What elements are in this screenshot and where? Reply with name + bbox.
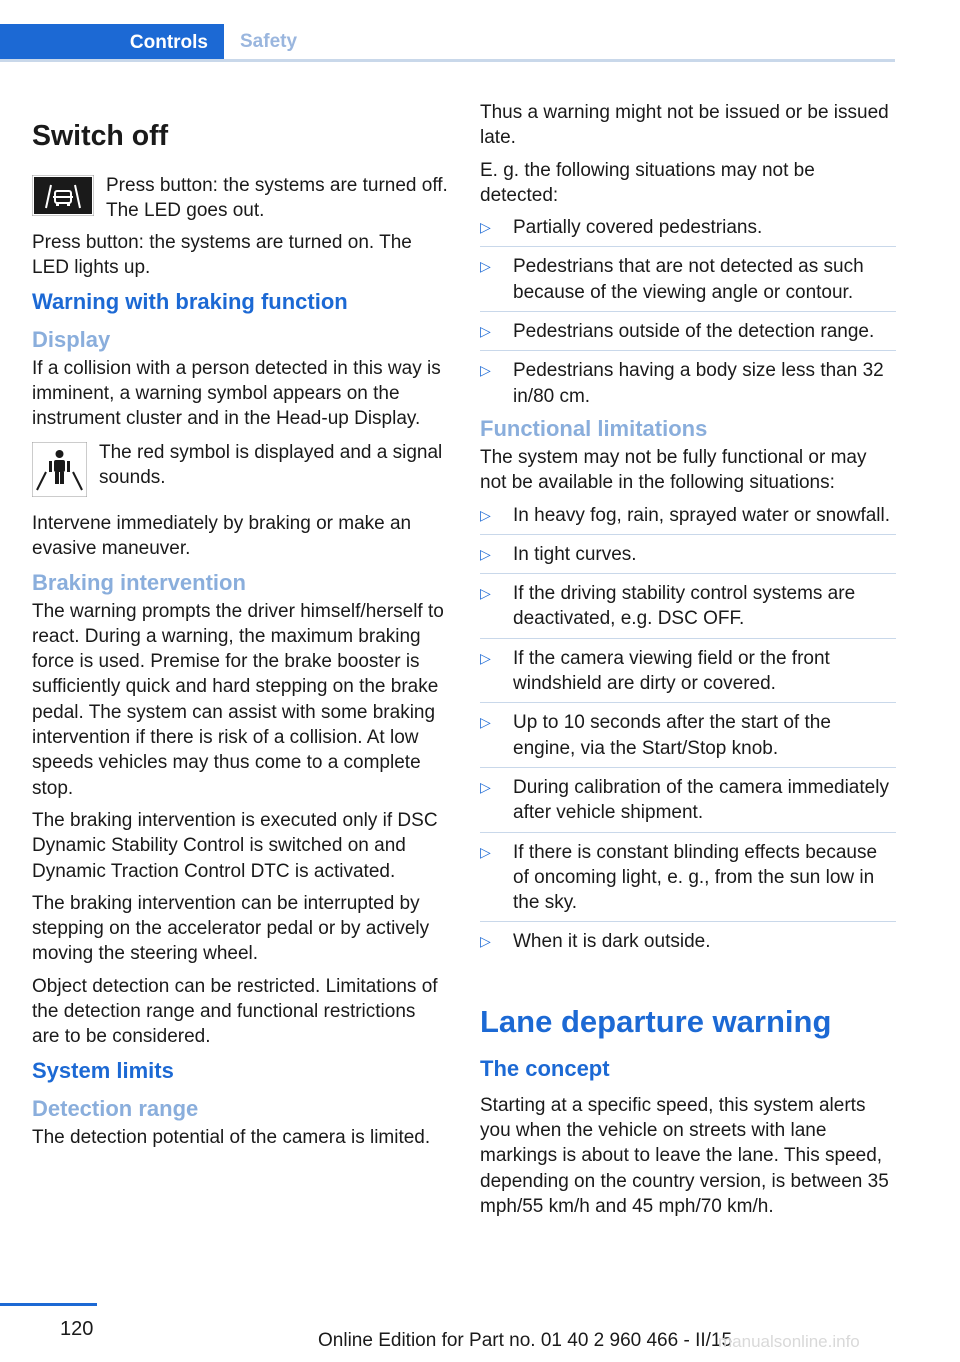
list-item-text: In tight curves. <box>513 543 637 565</box>
triangle-bullet-icon: ▷ <box>480 362 491 379</box>
detection-text: The detection potential of the camera is limited. <box>32 1126 431 1148</box>
list-item <box>480 646 896 704</box>
lane-departure-heading: Lane departure warning <box>480 1003 832 1039</box>
triangle-bullet-icon: ▷ <box>480 585 491 602</box>
switch-off-heading: Switch off <box>32 119 169 152</box>
list-item-text: In heavy fog, rain, sprayed water or snowfall. <box>513 504 891 526</box>
display-heading: Display <box>32 326 111 352</box>
detect-list <box>480 215 896 415</box>
list-item <box>480 542 896 574</box>
pedestrian-warning-icon <box>32 442 87 504</box>
triangle-bullet-icon: ▷ <box>480 258 491 275</box>
eg-text: E. g. the following situations may not be detected: <box>480 159 815 206</box>
concept-heading: The concept <box>480 1055 610 1081</box>
lane-assist-button-icon <box>32 175 94 224</box>
list-item <box>480 215 896 247</box>
list-item <box>480 319 896 351</box>
tab-controls[interactable]: Controls <box>0 24 224 62</box>
switch-off-text: Press button: the systems are turned off. The LED goes out. <box>106 174 448 221</box>
list-item-text: If there is constant blinding effects because of oncoming light, e. g., from the sun low in the sky. <box>513 841 878 914</box>
section-tabs <box>0 24 895 62</box>
list-item <box>480 581 896 639</box>
triangle-bullet-icon: ▷ <box>480 323 491 340</box>
functional-limitations-heading: Functional limitations <box>480 415 708 441</box>
watermark: manualsonline.info <box>718 1332 860 1351</box>
list-item-text: Partially covered pedestrians. <box>513 217 763 239</box>
braking-text-4: Object detection can be restricted. Limitations of the detection range and functional restrictions are to be considered. <box>32 975 438 1048</box>
red-symbol-paragraph <box>32 440 448 504</box>
list-item-text: If the camera viewing field or the front windshield are dirty or covered. <box>513 647 830 695</box>
list-item <box>480 503 896 535</box>
list-item-text: Up to 10 seconds after the start of the engine, via the Start/Stop knob. <box>513 712 831 759</box>
page-number: 120 <box>60 1318 94 1340</box>
triangle-bullet-icon: ▷ <box>480 506 491 523</box>
triangle-bullet-icon: ▷ <box>480 933 491 950</box>
list-item <box>480 840 896 923</box>
switch-off-icon-paragraph <box>32 173 448 224</box>
footer-rule <box>0 1303 97 1306</box>
triangle-bullet-icon: ▷ <box>480 219 491 236</box>
list-item-text: Pedestrians having a body size less than 32 in/80 cm. <box>513 360 884 407</box>
warning-braking-heading: Warning with braking function <box>32 288 348 314</box>
list-item <box>480 775 896 833</box>
tab-safety[interactable]: Safety <box>240 30 298 52</box>
braking-text-3: The braking intervention can be interrupted by stepping on the accelerator pedal or by actively moving the steering wheel. <box>32 892 430 965</box>
braking-intervention-heading: Braking intervention <box>32 569 246 595</box>
functional-list <box>480 503 896 961</box>
list-item <box>480 358 896 415</box>
edition-text: Online Edition for Part no. 01 40 2 960 466 - II/15 <box>318 1330 733 1351</box>
braking-text-2: The braking intervention is executed only if DSC Dynamic Stability Control is switched on and Dynamic Traction Control DTC is activated. <box>32 809 438 882</box>
triangle-bullet-icon: ▷ <box>480 843 491 860</box>
list-item <box>480 710 896 768</box>
red-symbol-text: The red symbol is displayed and a signal sounds. <box>99 441 443 488</box>
right-column <box>480 100 896 1226</box>
triangle-bullet-icon: ▷ <box>480 714 491 731</box>
system-limits-heading: System limits <box>32 1057 174 1083</box>
list-item-text: Pedestrians outside of the detection range. <box>513 321 875 343</box>
list-item <box>480 254 896 312</box>
list-item <box>480 929 896 960</box>
triangle-bullet-icon: ▷ <box>480 778 491 795</box>
left-column <box>32 100 448 1157</box>
intervene-text: Intervene immediately by braking or make an evasive maneuver. <box>32 512 412 560</box>
late-text: Thus a warning might not be issued or be issued late. <box>480 102 889 149</box>
detection-range-heading: Detection range <box>32 1095 199 1121</box>
switch-on-text: Press button: the systems are turned on. The LED lights up. <box>32 232 412 279</box>
tab-underline <box>0 59 895 62</box>
concept-text: Starting at a specific speed, this system alerts you when the vehicle on streets with lane markings is about to leave the lane. This speed, depending on the country version, is between 35 mph/55 km/h and 45 mph/70 km/h. <box>480 1094 889 1217</box>
list-item-text: Pedestrians that are not detected as such because of the viewing angle or contour. <box>513 256 864 303</box>
display-text: If a collision with a person detected in this way is imminent, a warning symbol appears on the instrument cluster and in the Head-up Display. <box>32 357 441 430</box>
list-item-text: When it is dark outside. <box>513 931 711 953</box>
functional-text: The system may not be fully functional or may not be available in the following situations: <box>480 446 867 494</box>
braking-text-1: The warning prompts the driver himself/herself to react. During a warning, the maximum braking force is used. Premise for the brake booster is sufficiently quick and hard stepping on the brake pedal. The system can assist with some braking intervention if there is risk of a collision. At low speeds vehicles may thus come to a complete stop. <box>32 600 444 799</box>
list-item-text: If the driving stability control systems are deactivated, e.g. DSC OFF. <box>513 583 856 630</box>
list-item-text: During calibration of the camera immediately after vehicle shipment. <box>513 776 889 824</box>
triangle-bullet-icon: ▷ <box>480 649 491 666</box>
triangle-bullet-icon: ▷ <box>480 545 491 562</box>
